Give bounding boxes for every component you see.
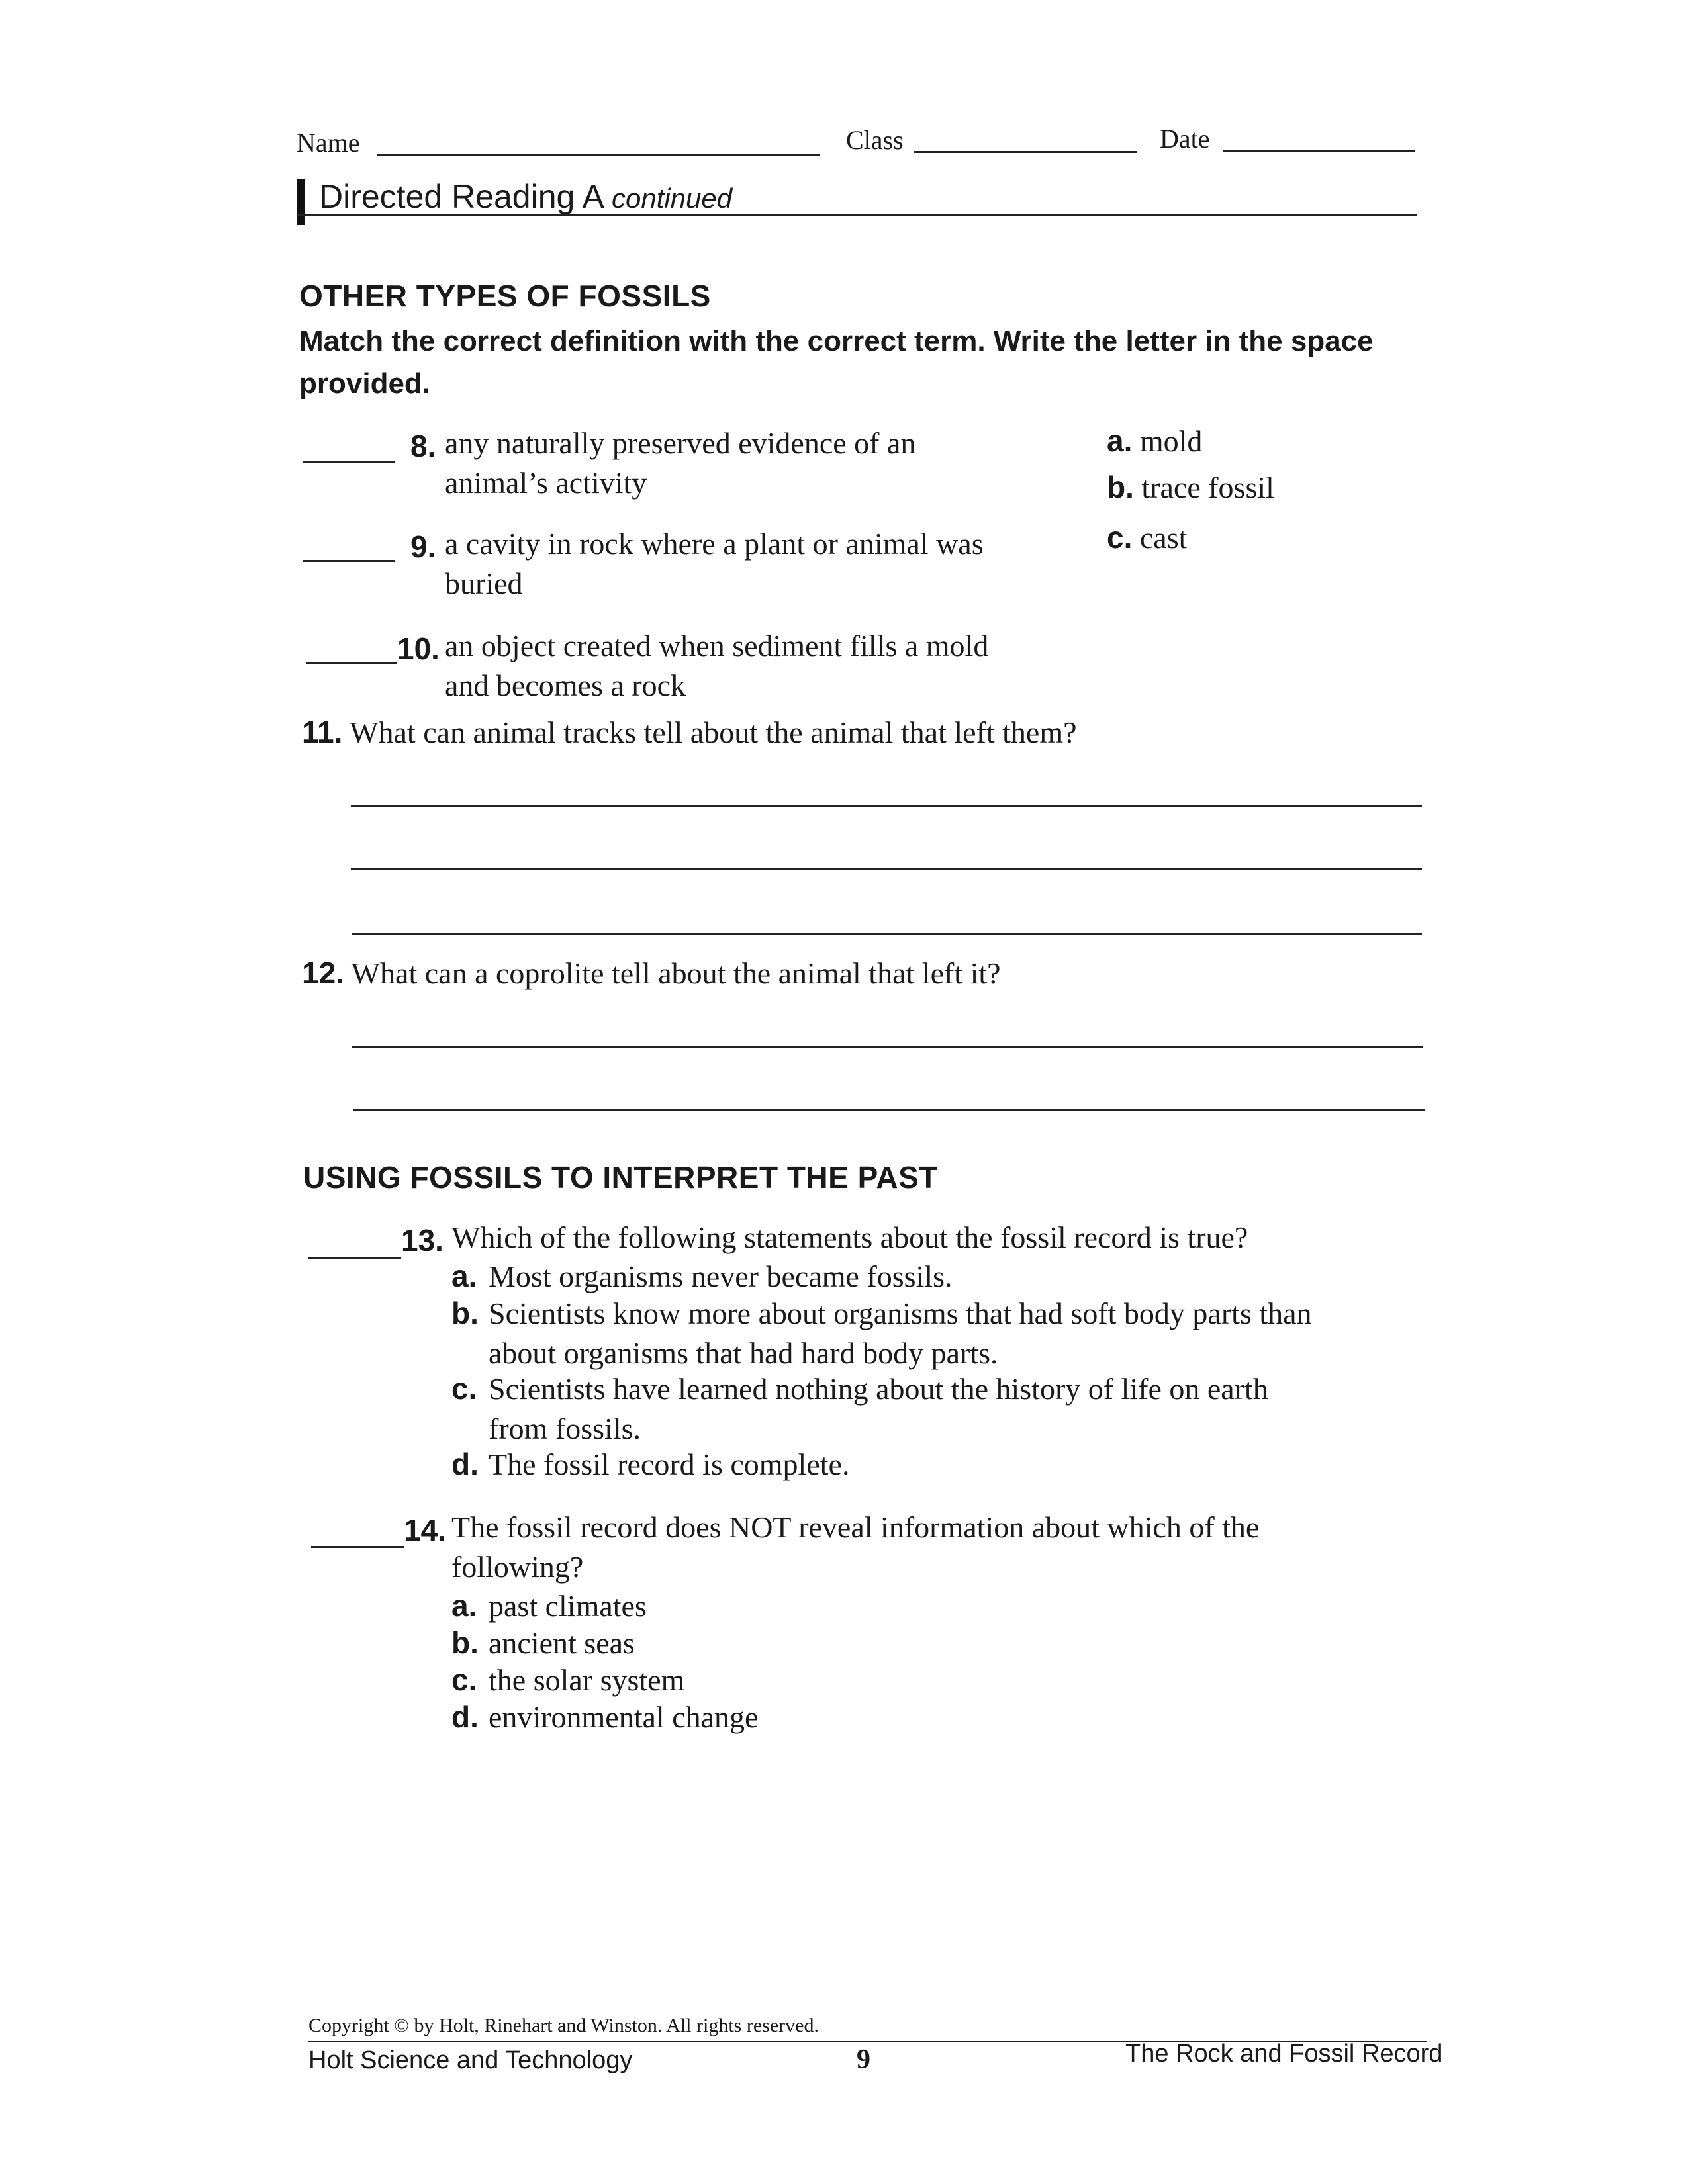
- q13-option-d: [451, 1444, 849, 1484]
- q13-option-d-text: The fossil record is complete.: [489, 1447, 850, 1481]
- page-title-main: Directed Reading A: [319, 178, 603, 215]
- term-b-text: trace fossil: [1141, 471, 1274, 504]
- term-b-letter: b.: [1107, 470, 1134, 504]
- q13-option-d-letter: d.: [451, 1447, 479, 1481]
- item-8-line2: animal’s activity: [445, 466, 647, 500]
- term-c: [1107, 518, 1187, 558]
- q13-option-c: [451, 1369, 1268, 1449]
- section-heading-using-fossils: USING FOSSILS TO INTERPRET THE PAST: [303, 1160, 938, 1195]
- page-number: 9: [857, 2044, 870, 2075]
- term-c-letter: c.: [1107, 520, 1133, 555]
- question-13-number: 13.: [401, 1223, 444, 1257]
- date-field[interactable]: [1223, 150, 1415, 152]
- q14-option-b-text: ancient seas: [489, 1626, 635, 1660]
- item-number-8: 8.: [410, 429, 436, 463]
- name-field[interactable]: [377, 154, 820, 156]
- item-8-line1: any naturally preserved evidence of an: [445, 426, 916, 460]
- q14-option-b: [451, 1623, 635, 1663]
- q13-option-b-text-1: Scientists know more about organisms that had soft body parts than: [489, 1297, 1312, 1330]
- answer-blank-9[interactable]: [303, 560, 395, 562]
- footer-publisher: Holt Science and Technology: [308, 2046, 633, 2074]
- answer-line-11-3[interactable]: [352, 933, 1422, 935]
- question-11-text: What can animal tracks tell about the animal that left them?: [350, 715, 1077, 749]
- q13-option-c-letter: c.: [451, 1371, 477, 1406]
- question-12-number: 12.: [302, 956, 344, 990]
- answer-blank-8[interactable]: [303, 461, 395, 463]
- q14-option-d-letter: d.: [451, 1700, 479, 1734]
- answer-line-11-1[interactable]: [351, 805, 1422, 807]
- item-text-8: [445, 424, 915, 503]
- question-12-text: What can a coprolite tell about the animal that left it?: [351, 956, 1001, 990]
- item-number-10: 10.: [397, 631, 440, 666]
- item-9-line2: buried: [445, 567, 523, 600]
- class-field[interactable]: [914, 151, 1137, 153]
- copyright-notice: Copyright © by Holt, Rinehart and Winston. All rights reserved.: [308, 2015, 819, 2036]
- page-title: [319, 177, 732, 216]
- q14-option-a: [451, 1586, 647, 1626]
- q13-option-b-text-2: about organisms that had hard body parts.: [489, 1336, 998, 1370]
- q13-option-c-text-2: from fossils.: [489, 1412, 641, 1445]
- q13-option-c-text-1: Scientists have learned nothing about the history of life on earth: [489, 1372, 1268, 1406]
- q14-option-a-text: past climates: [489, 1589, 647, 1623]
- q14-option-c-letter: c.: [451, 1662, 477, 1697]
- matching-instructions: Match the correct definition with the correct term. Write the letter in the space provided.: [299, 325, 1374, 400]
- item-number-9: 9.: [410, 529, 436, 564]
- term-a-text: mold: [1139, 424, 1203, 458]
- item-9-line1: a cavity in rock where a plant or animal was: [445, 527, 984, 561]
- term-b: [1107, 467, 1274, 508]
- term-c-text: cast: [1139, 521, 1188, 555]
- title-accent-bar: [297, 179, 305, 225]
- term-a-letter: a.: [1107, 424, 1133, 458]
- term-a: [1107, 421, 1202, 461]
- item-text-10: [445, 626, 988, 705]
- answer-line-12-2[interactable]: [353, 1109, 1425, 1111]
- q13-option-a-text: Most organisms never became fossils.: [489, 1259, 953, 1293]
- item-10-line2: and becomes a rock: [445, 668, 686, 702]
- q14-option-d-text: environmental change: [489, 1700, 759, 1734]
- question-12: [302, 953, 1001, 993]
- question-13-stem: Which of the following statements about the fossil record is true?: [451, 1220, 1248, 1254]
- answer-blank-13[interactable]: [308, 1257, 401, 1259]
- question-11: [302, 712, 1077, 752]
- answer-line-12-1[interactable]: [352, 1046, 1423, 1048]
- q13-option-b: [451, 1293, 1312, 1373]
- q14-option-b-letter: b.: [451, 1625, 479, 1660]
- item-10-line1: an object created when sediment fills a mold: [445, 629, 989, 662]
- answer-blank-14[interactable]: [311, 1546, 404, 1548]
- footer-book-title: The Rock and Fossil Record: [1125, 2040, 1443, 2068]
- page-title-sub: continued: [611, 183, 733, 214]
- question-14-stem-line1: The fossil record does NOT reveal information about which of the: [451, 1510, 1260, 1544]
- q13-option-a-letter: a.: [451, 1259, 477, 1293]
- q13-option-b-letter: b.: [451, 1296, 479, 1330]
- question-14-number: 14.: [404, 1513, 446, 1547]
- date-label: Date: [1160, 124, 1210, 154]
- q14-option-a-letter: a.: [451, 1588, 477, 1623]
- item-text-9: [445, 524, 984, 604]
- q14-option-c-text: the solar system: [489, 1663, 685, 1697]
- section-heading-other-types: OTHER TYPES OF FOSSILS: [299, 279, 711, 313]
- question-14-stem-line2: following?: [451, 1550, 584, 1584]
- class-label: Class: [846, 125, 904, 155]
- title-rule: [297, 214, 1417, 216]
- name-label: Name: [297, 128, 360, 158]
- question-14-stem: [451, 1508, 1259, 1587]
- q14-option-d: [451, 1697, 758, 1737]
- question-11-number: 11.: [302, 715, 343, 749]
- q13-option-a: [451, 1256, 953, 1297]
- answer-blank-10[interactable]: [306, 662, 397, 664]
- answer-line-11-2[interactable]: [351, 868, 1422, 870]
- q14-option-c: [451, 1660, 684, 1700]
